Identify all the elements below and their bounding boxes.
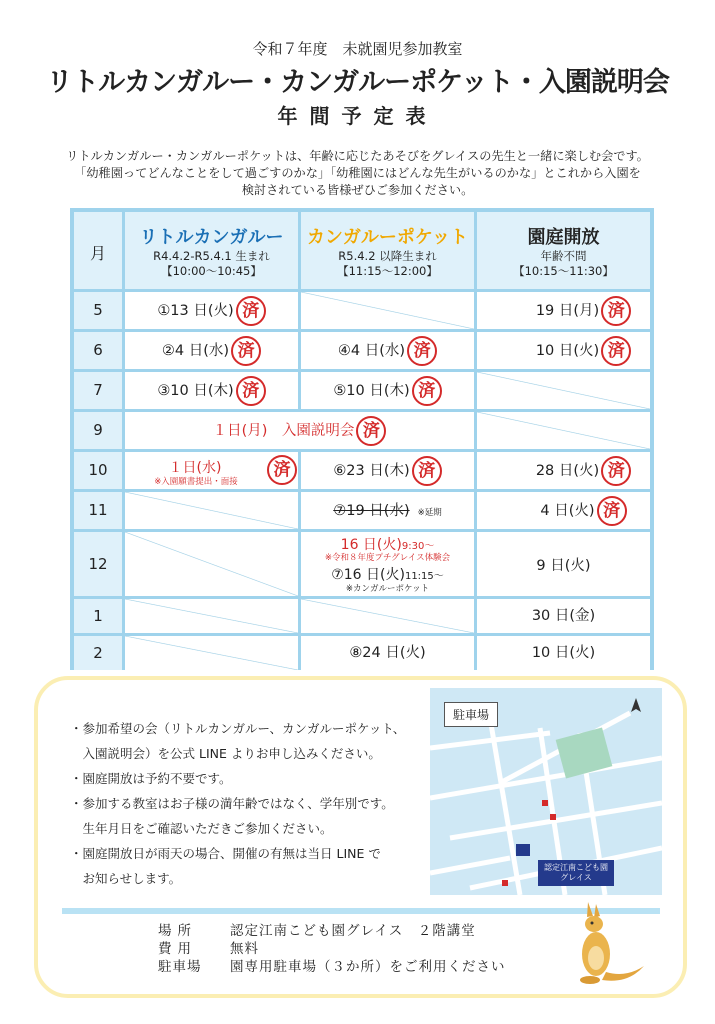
- entry-date: ③10 日(木): [157, 383, 234, 399]
- note-line: ・参加する教室はお子様の満年齢ではなく、学年別です。: [70, 796, 394, 811]
- month-6: 6: [74, 332, 122, 369]
- done-stamp: 済: [601, 296, 631, 326]
- note-line: お知らせします。: [70, 871, 182, 886]
- month-11: 11: [74, 492, 122, 529]
- table-cell: [477, 292, 650, 329]
- parking-map: [430, 688, 662, 895]
- postponed-date: ⑦19 日(水): [333, 503, 410, 519]
- done-stamp: 済: [601, 336, 631, 366]
- table-cell: [301, 532, 474, 596]
- entry-orientation: １日(月) 入園説明会: [212, 423, 355, 439]
- note-line: ・園庭開放日が雨天の場合、開催の有無は当日 LINE で: [70, 846, 381, 861]
- schedule-table: [70, 208, 654, 670]
- empty-cell: [125, 492, 298, 529]
- table-cell: [125, 372, 298, 409]
- kangaroo-pocket-birth: R5.4.2 以降生まれ: [338, 249, 437, 263]
- entry-time: 9:30～: [401, 541, 435, 552]
- page-title: リトルカンガルー・カンガルーポケット・入園説明会: [46, 67, 669, 98]
- entry-date: 10 日(火): [535, 343, 600, 359]
- note-line: ・参加希望の会（リトルカンガルー、カンガルーポケット、: [70, 721, 406, 736]
- little-kangaroo-header: [125, 212, 298, 289]
- fee-label: 費用: [158, 941, 197, 957]
- schedule-heading: 年間予定表: [277, 104, 438, 128]
- entry-date: ①13 日(火): [157, 303, 234, 319]
- month-10: 10: [74, 452, 122, 489]
- done-stamp: 済: [412, 376, 442, 406]
- kangaroo-pocket-header: [301, 212, 474, 289]
- map-parking-label: 駐車場: [444, 702, 498, 727]
- entry-date: １日(水): [168, 460, 222, 476]
- table-cell: [477, 332, 650, 369]
- intro-text: [0, 148, 715, 199]
- entry-note: ※延期: [417, 508, 442, 518]
- done-stamp: 済: [356, 416, 386, 446]
- month-2: 2: [74, 636, 122, 670]
- garden-open-header: [477, 212, 650, 289]
- done-stamp: 済: [407, 336, 437, 366]
- done-stamp: 済: [236, 296, 266, 326]
- table-cell: [125, 332, 298, 369]
- done-stamp: 済: [236, 376, 266, 406]
- table-cell: [477, 452, 650, 489]
- intro-line: リトルカンガルー・カンガルーポケットは、年齢に応じたあそびをグレイスの先生と一緒に楽しむ会です。: [66, 149, 649, 163]
- table-cell: [125, 452, 298, 489]
- garden-open-age: 年齢不問: [540, 249, 587, 263]
- done-stamp: 済: [412, 456, 442, 486]
- parking-label: 駐車場: [158, 959, 202, 975]
- empty-cell: [477, 412, 650, 449]
- entry-date: 4 日(火): [540, 503, 595, 519]
- kangaroo-pocket-time: 【11:15～12:00】: [337, 264, 438, 278]
- month-column-header: 月: [74, 212, 122, 289]
- done-stamp: 済: [601, 456, 631, 486]
- little-kangaroo-title: リトルカンガルー: [139, 227, 284, 248]
- little-kangaroo-time: 【10:00～10:45】: [161, 264, 262, 278]
- done-stamp: 済: [597, 496, 627, 526]
- table-cell-merged: [125, 412, 474, 449]
- table-cell: [477, 532, 650, 596]
- table-cell: [477, 599, 650, 633]
- empty-cell: [301, 292, 474, 329]
- empty-cell: [477, 372, 650, 409]
- entry-date: ②4 日(水): [161, 343, 230, 359]
- intro-line: 「幼稚園ってどんなことをして過ごすのかな」「幼稚園にはどんな先生がいるのかな」とこれから入園を: [74, 166, 641, 180]
- month-7: 7: [74, 372, 122, 409]
- entry-note: ※カンガルーポケット: [345, 584, 430, 594]
- entry-time: 11:15～: [404, 571, 444, 582]
- entry-date: ④4 日(水): [337, 343, 406, 359]
- entry-date: 10 日(火): [531, 645, 596, 661]
- map-school-label: 認定江南こども園 グレイス: [538, 860, 614, 886]
- notes-list: [70, 716, 430, 891]
- note-line: ・園庭開放は予約不要です。: [70, 771, 232, 786]
- month-1: 1: [74, 599, 122, 633]
- table-cell: [301, 452, 474, 489]
- venue-info: [158, 922, 506, 976]
- kangaroo-illustration: [566, 896, 646, 988]
- entry-note: ※入園願書提出・面接: [154, 477, 238, 487]
- entry-date: 19 日(月): [535, 303, 600, 319]
- note-line: 生年月日をご確認いただきご参加ください。: [70, 821, 333, 836]
- little-kangaroo-birth: R4.4.2-R5.4.1 生まれ: [153, 249, 270, 263]
- done-stamp: 済: [231, 336, 261, 366]
- intro-line: 検討されている皆様ぜひご参加ください。: [241, 183, 474, 197]
- parking-value: 園専用駐車場（３か所）をご利用ください: [230, 959, 506, 975]
- empty-cell: [301, 599, 474, 633]
- entry-date: 9 日(火): [536, 558, 591, 574]
- empty-cell: [125, 532, 298, 596]
- garden-open-time: 【10:15～11:30】: [513, 264, 614, 278]
- entry-date: 28 日(火): [535, 463, 600, 479]
- place-value: 認定江南こども園グレイス ２階講堂: [230, 923, 476, 939]
- entry-date: ⑧24 日(火): [349, 645, 426, 661]
- table-cell: [477, 492, 650, 529]
- entry-date: ⑤10 日(木): [333, 383, 410, 399]
- done-stamp: 済: [267, 455, 297, 485]
- month-12: 12: [74, 532, 122, 596]
- month-9: 9: [74, 412, 122, 449]
- table-cell: [301, 636, 474, 670]
- table-cell: [301, 332, 474, 369]
- empty-cell: [125, 636, 298, 670]
- table-cell: [477, 636, 650, 670]
- entry-date: ⑥23 日(木): [333, 463, 410, 479]
- place-label: 場所: [158, 923, 197, 939]
- garden-open-title: 園庭開放: [527, 227, 600, 248]
- table-cell: [301, 372, 474, 409]
- table-cell: [301, 492, 474, 529]
- entry-note: ※令和８年度プチグレイス体験会: [324, 553, 451, 563]
- event-subtitle: 令和７年度 未就園児参加教室: [252, 40, 463, 58]
- kangaroo-pocket-title: カンガルーポケット: [306, 227, 469, 248]
- empty-cell: [125, 599, 298, 633]
- month-5: 5: [74, 292, 122, 329]
- fee-value: 無料: [230, 941, 259, 957]
- entry-date: 30 日(金): [531, 608, 596, 624]
- entry-date: ⑦16 日(火): [331, 567, 405, 583]
- table-cell: [125, 292, 298, 329]
- north-arrow-icon: [631, 698, 641, 712]
- entry-date: 16 日(火): [340, 537, 402, 553]
- note-line: 入園説明会）を公式 LINE よりお申し込みください。: [70, 746, 381, 761]
